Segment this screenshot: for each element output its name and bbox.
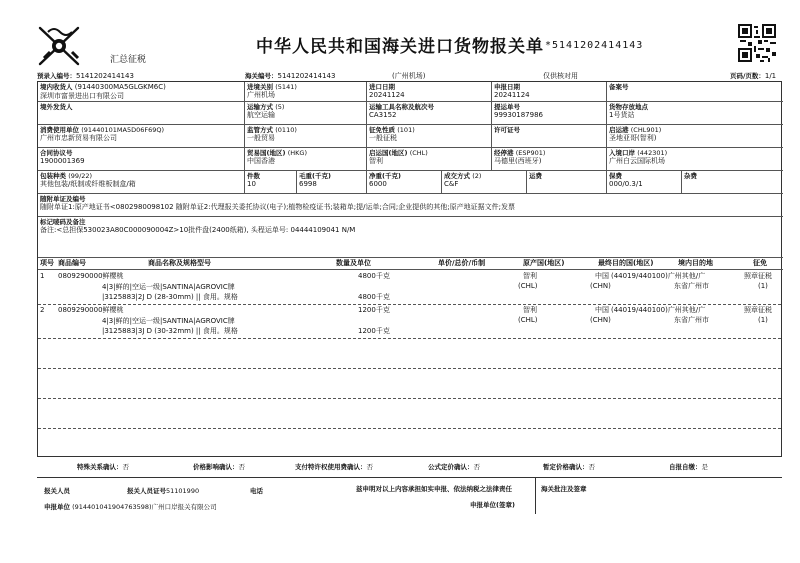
goods-qty-declared: 1200千克 (358, 327, 390, 335)
pre-entry-number (37, 71, 134, 80)
gross-value: 6998 (299, 180, 317, 188)
declare-date-value: 20241124 (494, 91, 530, 99)
page-title: 中华人民共和国海关进口货物报关单 (256, 37, 544, 57)
goods-dest-name: 中国 (595, 306, 609, 314)
vessel-value: CA3152 (369, 111, 397, 119)
freight-label: 运费 (529, 172, 542, 180)
goods-exempt-name: 照章征税 (744, 306, 772, 314)
page-label: 页码/页数： (730, 72, 765, 80)
package-cell (38, 171, 245, 194)
contract-cell (38, 148, 245, 171)
table-row (38, 270, 783, 304)
declarant-cert (127, 486, 199, 495)
goods-origin-name: 智利 (523, 272, 537, 280)
consumer-name: 广州市忠新贸易有限公司 (40, 134, 117, 142)
transit-port-name: 马德里(西班牙) (494, 157, 542, 165)
goods-dest-name: 中国 (595, 272, 609, 280)
docs-cell (38, 194, 783, 217)
origin-country-name: 智利 (369, 157, 383, 165)
goods-exempt-name: 照章征税 (744, 272, 772, 280)
origin-country-cell (367, 148, 492, 171)
agent-label: 申报单位 (44, 503, 70, 511)
special-relation-confirm (77, 462, 129, 471)
tentative-value: 否 (588, 463, 595, 471)
consumer-label: 消费使用单位 (40, 126, 79, 134)
record-no-label: 备案号 (609, 83, 629, 91)
import-date-value: 20241124 (369, 91, 405, 99)
pre-entry-value: 5141202414143 (76, 72, 134, 80)
price-value: 否 (238, 463, 245, 471)
entry-port-name: 广州白云国际机场 (609, 157, 665, 165)
deal-name: C&F (444, 180, 459, 188)
summary-tax-label: 汇总征税 (110, 55, 147, 65)
package-label: 包装种类 (40, 172, 66, 180)
vessel-cell (367, 102, 492, 125)
barcode-text: *5141202414143 (545, 40, 644, 51)
levy-label: 征免性质 (369, 126, 395, 134)
goods-header-exempt: 征免 (753, 259, 767, 267)
goods-domestic-line1: 广州其他/广 (667, 272, 706, 280)
freight-cell (527, 171, 607, 194)
goods-name: 鲜樱桃 (102, 272, 124, 280)
pre-entry-label: 预录入编号： (37, 72, 76, 80)
goods-exempt-code: (1) (758, 282, 768, 290)
customs-number (245, 71, 335, 80)
qr-code-icon (738, 24, 776, 62)
dest-port-name: 圣地亚哥(智利) (609, 134, 657, 142)
misc-cell (682, 171, 783, 194)
agent-seal-label: 申报单位(签章) (470, 501, 515, 509)
customs-no-label: 海关编号： (245, 72, 278, 80)
pieces-cell (245, 171, 297, 194)
supervision-name: 一般贸易 (247, 134, 275, 142)
declarant-label: 报关人员 (44, 487, 70, 495)
transport-code: (5) (275, 103, 285, 111)
row-divider (38, 398, 781, 399)
consignee-cell (38, 82, 245, 102)
phone-label: 电话 (250, 487, 263, 495)
transport-cell (245, 102, 367, 125)
declarant-cert-label: 报关人员证号 (127, 487, 166, 495)
goods-header-price: 单价/总价/币制 (438, 259, 486, 267)
goods-name: 鲜樱桃 (102, 306, 124, 314)
goods-domestic-code: (44019/440100) (611, 306, 668, 314)
net-cell (367, 171, 442, 194)
goods-header-no: 项号 (40, 259, 54, 267)
consignee-code: (91440300MA5GLGKM6C) (74, 83, 166, 91)
dest-port-cell (607, 125, 783, 148)
page-value: 1/1 (764, 72, 777, 80)
tentative-price-confirm (543, 462, 595, 471)
goods-domestic-line2: 东省广州市 (674, 282, 709, 290)
consignee-name: 深圳市富景进出口有限公司 (40, 92, 124, 100)
tentative-label: 暂定价格确认： (543, 463, 589, 471)
remarks-label: 标记唛码及备注 (40, 218, 86, 226)
row-divider (38, 428, 781, 429)
insurance-value: 000/0.3/1 (609, 180, 643, 188)
insurance-label: 保费 (609, 172, 622, 180)
transport-label: 运输方式 (247, 103, 273, 111)
price-label: 价格影响确认： (193, 463, 239, 471)
goods-qty-declared: 4800千克 (358, 293, 390, 301)
entry-office-cell (245, 82, 367, 102)
transit-port-cell (492, 148, 607, 171)
goods-origin-code: (CHL) (518, 316, 538, 324)
customs-emblem-icon (34, 22, 86, 70)
royalty-confirm (295, 462, 373, 471)
table-row (38, 304, 783, 338)
remarks-cell (38, 217, 783, 258)
goods-dest-code: (CHN) (590, 282, 611, 290)
pieces-label: 件数 (247, 172, 260, 180)
customs-note-label: 海关批注及签章 (541, 485, 587, 493)
goods-header (38, 258, 783, 270)
goods-spec-line1: 4|3|鲜的|空运一级|SANTINA|AGROVIC牌 (102, 317, 235, 325)
goods-no: 1 (40, 272, 45, 280)
declare-date-cell (492, 82, 607, 102)
goods-spec-line2: |3125883|2J D (28-30mm) || 食用。规格 (102, 293, 238, 301)
customs-logo (34, 22, 86, 70)
formula-label: 公式定价确认： (428, 463, 474, 471)
self-label: 自报自缴： (669, 463, 702, 471)
formula-value: 否 (473, 463, 480, 471)
row-divider (38, 338, 781, 339)
gross-cell (297, 171, 367, 194)
transit-port-code: (ESP901) (515, 149, 546, 157)
goods-header-dest: 最终目的国(地区) (598, 259, 654, 267)
bl-cell (492, 102, 607, 125)
port-name: (广州机场) (392, 72, 426, 80)
goods-header-name: 商品名称及规格型号 (148, 259, 211, 267)
origin-country-label: 启运国(地区) (369, 149, 408, 157)
royalty-label: 支付特许权使用费确认： (295, 463, 367, 471)
dest-port-code: (CHL901) (630, 126, 662, 134)
trade-country-code: (HKG) (287, 149, 307, 157)
net-value: 6000 (369, 180, 387, 188)
declare-date-label: 申报日期 (494, 83, 520, 91)
legal-statement: 兹申明对以上内容承担如实申报、依法纳税之法律责任 (356, 485, 512, 493)
goods-spec-line1: 4|3|鲜的|空运一级|SANTINA|AGROVIC牌 (102, 283, 235, 291)
declaration-form (37, 81, 782, 457)
goods-header-code: 商品编号 (58, 259, 86, 267)
goods-origin-name: 智利 (523, 306, 537, 314)
remarks-value: 备注:<总担保530023A80C000090004Z>10批件盘(2400纸箱), 头程运单号: 04444109041 N/M (40, 226, 356, 234)
pieces-value: 10 (247, 180, 256, 188)
entry-office-name: 广州机场 (247, 91, 275, 99)
goods-domestic-line2: 东省广州市 (674, 316, 709, 324)
goods-spec-line2: |3125883|3J D (30-32mm) || 食用。规格 (102, 327, 238, 335)
royalty-value: 否 (366, 463, 373, 471)
row-divider (38, 368, 781, 369)
entry-port-code: (442301) (637, 149, 668, 157)
storage-label: 货物存放地点 (609, 103, 648, 111)
deal-code: (2) (472, 172, 482, 180)
footer-vertical-divider (535, 478, 536, 514)
supervision-cell (245, 125, 367, 148)
origin-country-code: (CHL) (409, 149, 428, 157)
docs-value: 随附单证1:原产地证书<0802980098102 随附单证2:代理报关委托协议(电子);植物检疫证书;装箱单;提/运单;合同;企业提供的其他;原产地证据文件;发票 (40, 203, 515, 211)
consignee-label: 境内收货人 (40, 83, 73, 91)
goods-exempt-code: (1) (758, 316, 768, 324)
docs-label: 随附单证及编号 (40, 195, 86, 203)
footer-divider (37, 477, 782, 478)
entry-office-label: 进境关别 (247, 83, 273, 91)
dest-port-label: 启运港 (609, 126, 629, 134)
entry-office-code: (5141) (275, 83, 297, 91)
supervision-label: 监管方式 (247, 126, 273, 134)
transit-port-label: 经停港 (494, 149, 514, 157)
license-label: 许可证号 (494, 126, 520, 134)
price-impact-confirm (193, 462, 245, 471)
consumer-cell (38, 125, 245, 148)
verify-note: 仅供核对用 (543, 72, 578, 80)
trade-country-label: 贸易国(地区) (247, 149, 286, 157)
deal-label: 成交方式 (444, 172, 470, 180)
gross-label: 毛重(千克) (299, 172, 331, 180)
goods-qty-legal: 1200千克 (358, 306, 390, 314)
net-label: 净重(千克) (369, 172, 401, 180)
package-code: (99/22) (68, 172, 93, 180)
record-no-cell (607, 82, 783, 102)
self-pay-confirm (669, 462, 708, 471)
storage-cell (607, 102, 783, 125)
transport-name: 航空运输 (247, 111, 275, 119)
shipper-cell (38, 102, 245, 125)
goods-code: 0809290000 (58, 272, 103, 280)
levy-cell (367, 125, 492, 148)
special-value: 否 (122, 463, 129, 471)
trade-country-name: 中国香港 (247, 157, 275, 165)
goods-domestic-code: (44019/440100) (611, 272, 668, 280)
trade-country-cell (245, 148, 367, 171)
levy-code: (101) (397, 126, 415, 134)
agent-value: (914401041904763598)广州口岸报关有限公司 (72, 503, 217, 511)
goods-no: 2 (40, 306, 45, 314)
goods-domestic-line1: 广州其他/广 (667, 306, 706, 314)
goods-header-origin: 原产国(地区) (523, 259, 565, 267)
supervision-code: (0110) (275, 126, 297, 134)
page-number (730, 71, 776, 80)
package-name: 其他包装/纸制或纤维板制盒/箱 (40, 180, 136, 188)
license-cell (492, 125, 607, 148)
misc-label: 杂费 (684, 172, 697, 180)
goods-header-qty: 数量及单位 (336, 259, 371, 267)
entry-port-cell (607, 148, 783, 171)
goods-dest-code: (CHN) (590, 316, 611, 324)
entry-port-label: 入境口岸 (609, 149, 635, 157)
formula-price-confirm (428, 462, 480, 471)
self-value: 是 (701, 463, 708, 471)
deal-cell (442, 171, 527, 194)
storage-value: 1号货站 (609, 111, 635, 119)
declaring-agent (44, 502, 217, 511)
goods-qty-legal: 4800千克 (358, 272, 390, 280)
levy-name: 一般征税 (369, 134, 397, 142)
declarant-cert-value: 51101990 (166, 487, 200, 495)
goods-origin-code: (CHL) (518, 282, 538, 290)
customs-no-value: 5141202414143 (277, 72, 336, 80)
special-label: 特殊关系确认： (77, 463, 123, 471)
import-date-label: 进口日期 (369, 83, 395, 91)
goods-code: 0809290000 (58, 306, 103, 314)
import-date-cell (367, 82, 492, 102)
vessel-label: 运输工具名称及航次号 (369, 103, 434, 111)
shipper-label: 境外发货人 (40, 103, 73, 111)
contract-label: 合同协议号 (40, 149, 73, 157)
bl-label: 提运单号 (494, 103, 520, 111)
contract-value: 1900001369 (40, 157, 85, 165)
consumer-code: (91440101MA5D06F69Q) (81, 126, 165, 134)
insurance-cell (607, 171, 682, 194)
bl-value: 99930187986 (494, 111, 543, 119)
goods-header-domestic: 境内目的地 (678, 259, 713, 267)
